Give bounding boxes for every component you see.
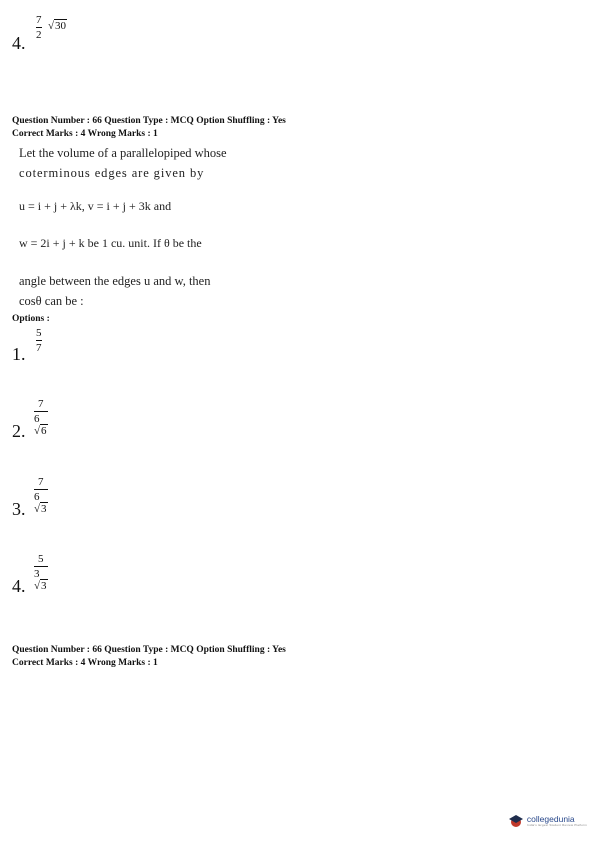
question-text (19, 143, 279, 183)
question-line-1: Let the volume of a parallelopiped whose (19, 146, 227, 160)
logo-text-group (527, 815, 587, 828)
next-question-meta (12, 644, 286, 670)
radicand: 6 (41, 425, 47, 438)
fraction-numerator: 7 (36, 14, 42, 26)
question-text-continued (19, 271, 279, 311)
denominator-coefficient: 6 (34, 413, 40, 426)
question-meta-line-1: Question Number : 66 Question Type : MCQ Option Shuffling : Yes (12, 645, 286, 655)
fraction-denominator: 2 (36, 29, 42, 42)
fraction-numerator: 7 (38, 476, 44, 488)
logo-tagline: India's largest Student Review Platform (526, 823, 587, 828)
fraction (34, 476, 48, 515)
fraction (36, 327, 42, 354)
fraction-denominator (34, 491, 48, 515)
option-number: 1. (12, 344, 26, 364)
equation-text: w = 2i + j + k be 1 cu. unit. If θ be the (19, 236, 202, 250)
fraction-bar (34, 411, 48, 412)
denominator-coefficient: 3 (34, 568, 40, 581)
logo-text: collegedunia (526, 813, 575, 824)
question-equation-1 (19, 196, 171, 216)
question-meta-line-2: Correct Marks : 4 Wrong Marks : 1 (12, 129, 158, 139)
question-meta-line-2: Correct Marks : 4 Wrong Marks : 1 (12, 658, 158, 668)
fraction-bar (36, 27, 42, 28)
options-label: Options : (12, 314, 50, 324)
fraction-numerator: 5 (38, 553, 44, 565)
radical: √3 (34, 580, 47, 593)
graduate-cap-icon (508, 814, 524, 828)
fraction-denominator (34, 568, 48, 592)
option-number: 4. (12, 576, 26, 596)
option-number: 2. (12, 421, 26, 441)
question-meta-line-1: Question Number : 66 Question Type : MCQ Option Shuffling : Yes (12, 116, 286, 126)
radicand: 30 (55, 20, 67, 32)
radical: √3 (34, 503, 47, 516)
fraction-denominator (34, 413, 48, 437)
collegedunia-logo (508, 814, 587, 828)
fraction-bar (36, 340, 42, 341)
question-line-6: cosθ can be : (19, 294, 84, 308)
radicand: 3 (41, 580, 47, 593)
fraction-numerator: 7 (38, 398, 44, 410)
radical: √30 (48, 20, 67, 32)
denominator-coefficient: 6 (34, 491, 40, 504)
fraction-denominator: 7 (36, 342, 42, 355)
equation-text: u = i + j + λk, v = i + j + 3k and (19, 199, 172, 213)
question-equation-2 (19, 233, 202, 253)
fraction-bar (34, 566, 48, 567)
fraction-numerator: 5 (36, 327, 42, 339)
question-line-5: angle between the edges u and w, then (19, 274, 211, 288)
radicand: 3 (41, 503, 47, 516)
fraction (34, 398, 48, 437)
question-meta (12, 115, 286, 141)
option-number: 3. (12, 499, 26, 519)
radical: √6 (34, 425, 47, 438)
fraction (34, 553, 48, 592)
question-line-2: coterminous edges are given by (19, 166, 205, 180)
fraction (36, 14, 42, 41)
fraction-bar (34, 489, 48, 490)
option-number: 4. (12, 33, 26, 53)
